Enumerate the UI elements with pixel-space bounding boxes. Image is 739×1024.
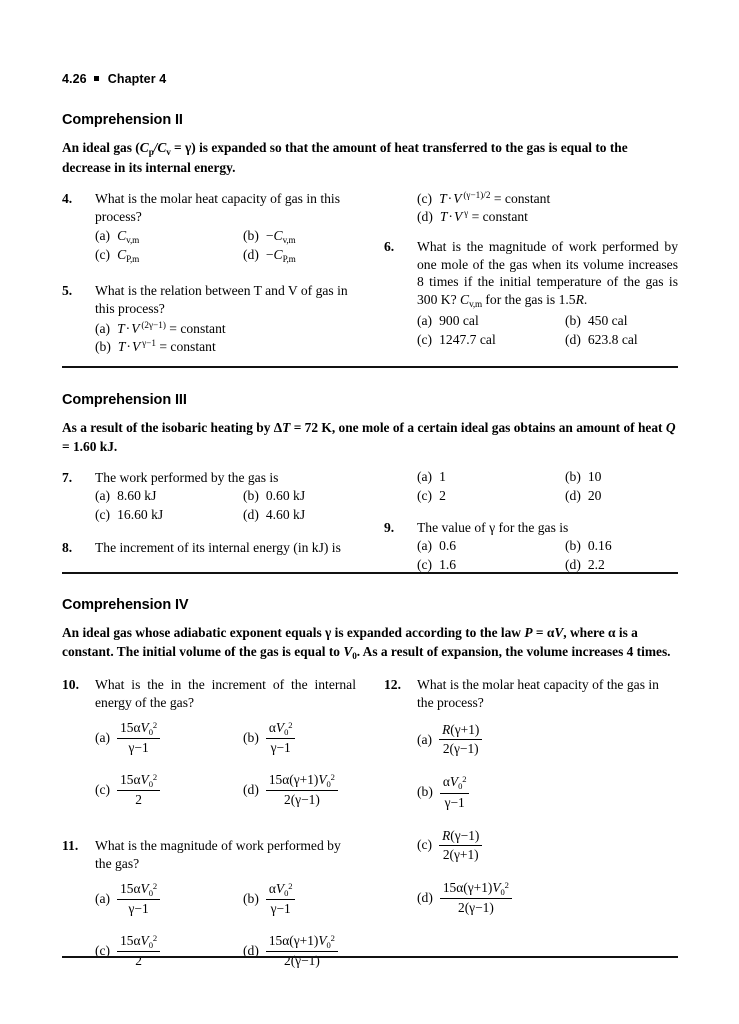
question-11 [62, 837, 356, 985]
section-intro: As a result of the isobaric heating by ΔT = 72 K, one mole of a certain ideal gas obtains an amount of heat Q = 1.60 kJ. [62, 420, 676, 454]
option-d[interactable]: (d) 2.2 [565, 557, 605, 573]
question-9 [384, 519, 678, 576]
question-text: 8. The increment of its internal energy (in kJ) is [62, 540, 341, 556]
section-divider-2 [62, 572, 678, 574]
question-10 [62, 676, 356, 824]
fraction: $\frac{15\alpha(\gamma+1)V_0^2}{2(\gamma-1)}$ [440, 880, 512, 916]
answer-options [384, 538, 678, 576]
question-number: 12. [384, 677, 401, 693]
section-intro: An ideal gas $(C_p/C_v = \gamma)$ is expanded so that the amount of heat transferred to the gas is equal to the decrease in its internal energy. [62, 140, 628, 175]
question-number: 7. [62, 470, 73, 485]
question-text: 7. The work performed by the gas is [62, 470, 279, 485]
question-6 [384, 238, 678, 351]
fraction: $\frac{15\alpha V_0^2}{2}$ [117, 933, 160, 969]
fraction: $\frac{15\alpha V_0^2}{2}$ [117, 772, 160, 808]
question-number: 9. [384, 520, 395, 535]
option-a[interactable]: (a) 0.6 [417, 538, 457, 554]
section-comprehension-3 [62, 392, 678, 579]
fraction: $\frac{R(\gamma+1)}{2(\gamma-1)}$ [439, 722, 482, 757]
question-body: What is the magnitude of work performed by one mole of the gas when its volume increases 8 times if the initial temperature of the gas is 300 K? $C_{v,m}$ for the gas is 1.5R. [417, 239, 678, 309]
question-5 [62, 282, 356, 355]
question-number: 6. [384, 239, 395, 255]
fraction: $\frac{15\alpha(\gamma+1)V_0^2}{2(\gamma-1)}$ [266, 933, 338, 969]
section-title: Comprehension III [62, 392, 187, 408]
option-b[interactable]: (b) $\frac{\alpha V_0^2}{\gamma-1}$ [243, 881, 295, 917]
question-text [384, 238, 678, 310]
section-intro: An ideal gas whose adiabatic exponent equals γ is expanded according to the law P = αV, where α is a constant. The initial volume of the gas is equal to $V_0$. As a result of expansion, the volume increases 4 times. [62, 625, 671, 661]
question-7 [62, 469, 356, 526]
question-text: 5. What is the relation between T and V of gas in this process? [62, 283, 348, 316]
option-b[interactable]: (b) T·V $^{\gamma-1}$ = constant [95, 338, 216, 354]
question-number: 4. [62, 191, 73, 207]
question-column-right [384, 676, 678, 916]
section-title: Comprehension IV [62, 597, 189, 613]
option-c[interactable]: (c) 1.6 [417, 557, 457, 573]
section-divider-3 [62, 956, 678, 958]
question-number: 5. [62, 283, 73, 299]
fraction: $\frac{15\alpha V_0^2}{\gamma-1}$ [117, 881, 160, 917]
question-12 [384, 676, 678, 916]
option-b[interactable]: (b) 450 cal [565, 313, 628, 329]
section-title: Comprehension II [62, 112, 183, 128]
fraction: $\frac{\alpha V_0^2}{\gamma-1}$ [266, 881, 296, 917]
option-d[interactable]: (d) $\frac{15\alpha(\gamma+1)V_0^2}{2(\gamma-1)}$ [243, 933, 338, 969]
option-a[interactable]: (a) 8.60 kJ [95, 488, 157, 504]
question-column-left [62, 676, 356, 985]
option-c[interactable]: (c) 1247.7 cal [417, 332, 496, 348]
option-d[interactable]: (d) 4.60 kJ [243, 507, 306, 523]
fraction: $\frac{15\alpha(\gamma+1)V_0^2}{2(\gamma-1)}$ [266, 772, 338, 808]
answer-options [62, 720, 356, 824]
option-b[interactable]: (b) 0.60 kJ [243, 488, 306, 504]
question-column-left [62, 190, 356, 356]
option-c[interactable]: (c) 2 [417, 488, 446, 503]
option-a[interactable]: (a) $C_{v,m}$ [95, 228, 140, 246]
option-d[interactable]: (d) 20 [565, 488, 602, 503]
chapter-label: Chapter 4 [107, 72, 167, 86]
option-a[interactable]: (a) 1 [417, 469, 446, 484]
running-head [62, 72, 166, 86]
option-a[interactable]: (a) $\frac{15\alpha V_0^2}{\gamma-1}$ [95, 881, 160, 917]
answer-options [384, 722, 678, 916]
option-b[interactable]: (b) $\frac{\alpha V_0^2}{\gamma-1}$ [417, 774, 678, 810]
option-a[interactable]: (a) $\frac{15\alpha V_0^2}{\gamma-1}$ [95, 720, 160, 756]
option-d[interactable]: (d) T·V $^\gamma$ = constant [417, 208, 528, 225]
answer-options [62, 881, 356, 985]
question-column-right [384, 469, 678, 576]
question-text: 10. What is the in the increment of the internal energy of the gas? [62, 677, 356, 710]
question-text: 9. The value of γ for the gas is [384, 520, 569, 535]
option-b[interactable]: (b) $\frac{\alpha V_0^2}{\gamma-1}$ [243, 720, 295, 756]
answer-options [62, 488, 356, 526]
option-c[interactable]: (c) $\frac{R(\gamma-1)}{2(\gamma+1)}$ [417, 828, 678, 863]
option-a[interactable]: (a) 900 cal [417, 313, 479, 329]
section-divider-1 [62, 366, 678, 368]
question-column-left [62, 469, 356, 557]
fraction: $\frac{\alpha V_0^2}{\gamma-1}$ [266, 720, 296, 756]
option-d[interactable]: $(d) -C_{P,m}$ [243, 247, 296, 265]
question-text: 4. What is the molar heat capacity of gas in this process? [62, 191, 340, 224]
square-bullet-icon [94, 76, 99, 81]
question-text: 12. What is the molar heat capacity of the gas in the process? [384, 677, 659, 710]
answer-options [62, 320, 356, 355]
option-c[interactable]: (c) $\frac{15\alpha V_0^2}{2}$ [95, 772, 160, 808]
question-8 [62, 539, 356, 556]
option-b[interactable]: $(b) -C_{v,m}$ [243, 228, 296, 246]
question-4 [62, 190, 356, 266]
fraction: $\frac{R(\gamma-1)}{2(\gamma+1)}$ [439, 828, 482, 863]
answer-options-continued [384, 190, 678, 225]
option-c[interactable]: (c) $C_{P,m}$ [95, 247, 140, 265]
option-d[interactable]: (d) $\frac{15\alpha(\gamma+1)V_0^2}{2(\gamma-1)}$ [243, 772, 338, 808]
option-a[interactable]: (a) $\frac{R(\gamma+1)}{2(\gamma-1)}$ [417, 722, 678, 757]
option-b[interactable]: (b) 10 [565, 469, 602, 484]
page-content [62, 0, 678, 1024]
section-comprehension-2 [62, 112, 678, 365]
fraction: $\frac{15\alpha V_0^2}{\gamma-1}$ [117, 720, 160, 756]
question-number: 10. [62, 677, 79, 693]
question-number: 8. [62, 540, 73, 556]
answer-options [384, 313, 678, 351]
answer-options [62, 228, 356, 266]
option-a[interactable]: (a) T·V $^{(2\gamma-1)}$ = constant [95, 320, 226, 336]
fraction: $\frac{\alpha V_0^2}{\gamma-1}$ [440, 774, 470, 810]
option-c[interactable]: (c) T·V $^{(\gamma-1)/2}$ = constant [417, 190, 551, 207]
option-c[interactable]: (c) 16.60 kJ [95, 507, 164, 523]
option-b[interactable]: (b) 0.16 [565, 538, 612, 554]
answer-options [384, 469, 678, 507]
question-text: 11. What is the magnitude of work performed by the gas? [62, 838, 341, 871]
section-comprehension-4 [62, 597, 678, 969]
question-column-right [384, 190, 678, 351]
option-d[interactable]: (d) $\frac{15\alpha(\gamma+1)V_0^2}{2(\gamma-1)}$ [417, 880, 678, 916]
folio-number: 4.26 [62, 72, 87, 86]
question-number: 11. [62, 838, 79, 854]
option-d[interactable]: (d) 623.8 cal [565, 332, 638, 348]
option-c[interactable]: (c) $\frac{15\alpha V_0^2}{2}$ [95, 933, 160, 969]
